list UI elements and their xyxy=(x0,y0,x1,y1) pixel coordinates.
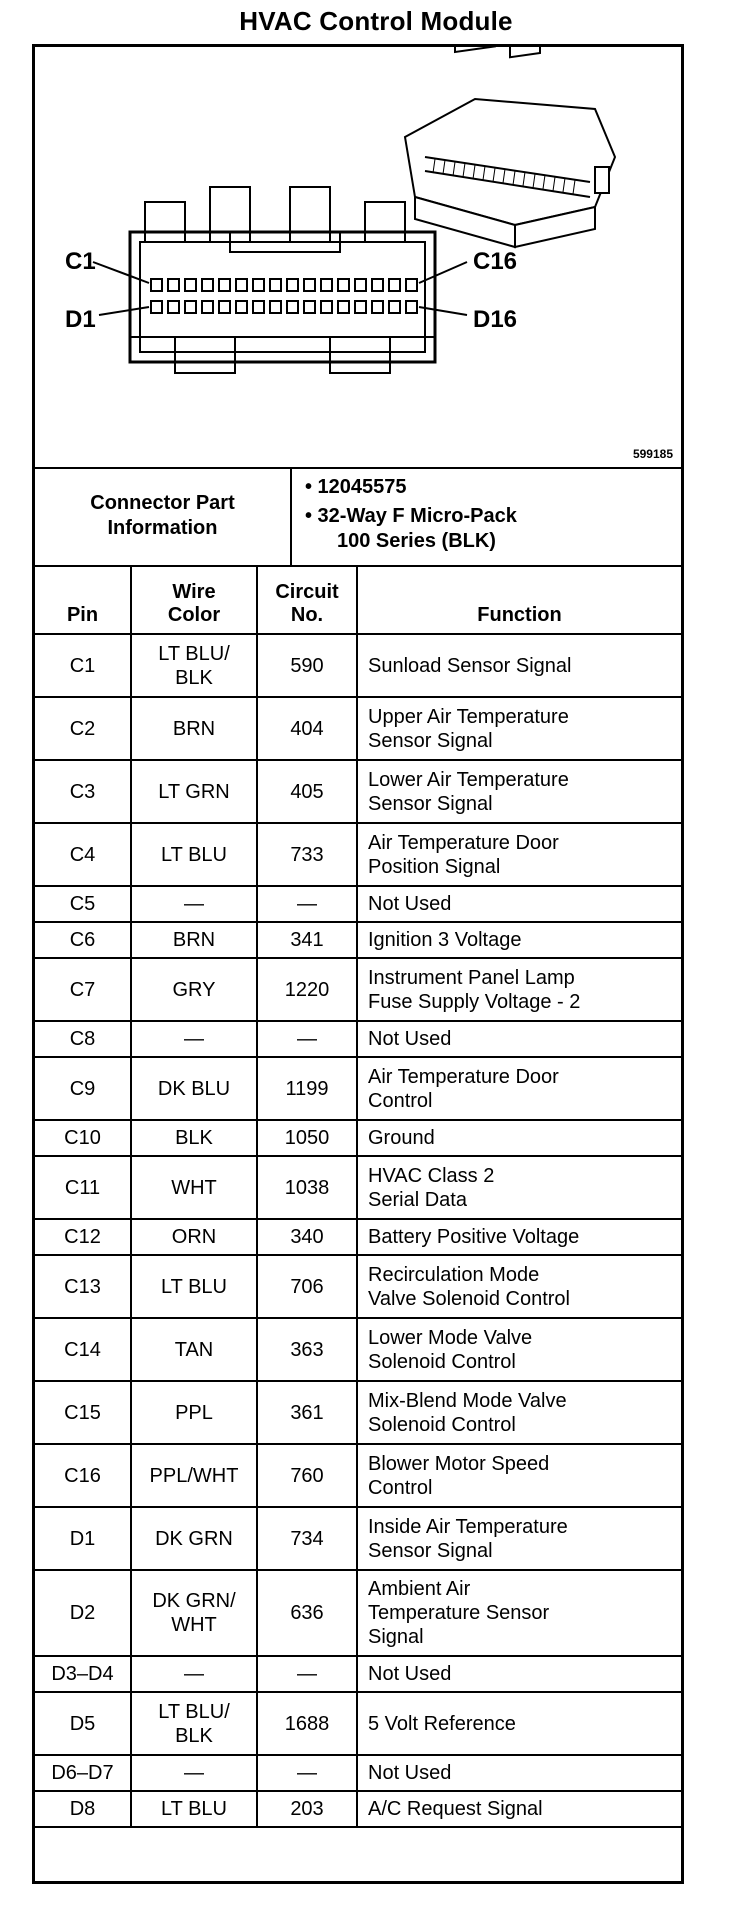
wire-color-cell xyxy=(131,1381,257,1444)
function-cell xyxy=(357,1318,681,1381)
circuit-cell: 203 xyxy=(257,1791,357,1827)
function-line: Ground xyxy=(368,1127,435,1149)
wire-color-cell xyxy=(131,697,257,760)
wire-color-cell xyxy=(131,1255,257,1318)
table-row xyxy=(35,1318,681,1381)
function-cell xyxy=(357,760,681,823)
function-cell xyxy=(357,1255,681,1318)
wire-color-line: BLK xyxy=(175,1127,213,1149)
wire-color-cell xyxy=(131,1057,257,1120)
circuit-cell: — xyxy=(257,1656,357,1692)
circuit-cell: 733 xyxy=(257,823,357,886)
header-circuit-line2: No. xyxy=(290,604,324,626)
connector-label-line1: Connector Part xyxy=(90,492,235,514)
function-line: Not Used xyxy=(368,1663,452,1685)
connector-info-label xyxy=(35,467,292,565)
wire-color-line: BRN xyxy=(172,717,216,740)
circuit-cell: 734 xyxy=(257,1507,357,1570)
table-row xyxy=(35,1507,681,1570)
function-line: Inside Air Temperature xyxy=(368,1515,568,1538)
pinout-frame xyxy=(32,44,684,1884)
header-pin: Pin xyxy=(35,565,131,634)
pin-cell: D3–D4 xyxy=(35,1656,131,1692)
function-line: Sensor Signal xyxy=(368,1539,493,1562)
function-cell xyxy=(357,1755,681,1791)
header-wire-color xyxy=(131,565,257,634)
function-line: Lower Air Temperature xyxy=(368,768,569,791)
function-line: Air Temperature Door xyxy=(368,831,559,854)
table-row xyxy=(35,958,681,1021)
function-line: Sensor Signal xyxy=(368,792,493,815)
function-cell xyxy=(357,634,681,697)
pin-cell: C2 xyxy=(35,697,131,760)
function-line: A/C Request Signal xyxy=(368,1798,543,1820)
label-d16: D16 xyxy=(473,306,518,333)
wire-color-line: — xyxy=(184,1762,204,1784)
circuit-cell: 341 xyxy=(257,922,357,958)
table-row xyxy=(35,1255,681,1318)
function-cell xyxy=(357,1021,681,1057)
wire-color-cell xyxy=(131,823,257,886)
header-circuit-line1: Circuit xyxy=(275,581,339,603)
table-row xyxy=(35,886,681,922)
function-cell xyxy=(357,1219,681,1255)
function-line: Not Used xyxy=(368,1028,452,1050)
circuit-cell: 1050 xyxy=(257,1120,357,1156)
pin-cell: C3 xyxy=(35,760,131,823)
function-line: HVAC Class 2 xyxy=(368,1164,495,1187)
circuit-cell: 1038 xyxy=(257,1156,357,1219)
label-c1: C1 xyxy=(65,248,96,275)
function-line: Control xyxy=(368,1089,433,1112)
wire-color-line: — xyxy=(184,893,204,915)
function-line: Instrument Panel Lamp xyxy=(368,966,575,989)
pin-cell: C5 xyxy=(35,886,131,922)
pin-cell: C11 xyxy=(35,1156,131,1219)
circuit-cell: 340 xyxy=(257,1219,357,1255)
table-row xyxy=(35,1156,681,1219)
function-line: Blower Motor Speed xyxy=(368,1452,550,1475)
figure-id: 599185 xyxy=(632,447,673,461)
function-line: Control xyxy=(368,1476,433,1499)
wire-color-cell xyxy=(131,1156,257,1219)
wire-color-line: LT BLU xyxy=(161,1798,227,1820)
header-function: Function xyxy=(357,565,681,634)
function-line: Solenoid Control xyxy=(368,1413,516,1436)
pin-cell: C7 xyxy=(35,958,131,1021)
wire-color-line: BLK xyxy=(175,1724,213,1747)
wire-color-cell xyxy=(131,1318,257,1381)
function-cell xyxy=(357,1057,681,1120)
pin-cavities xyxy=(151,279,417,313)
function-line: Not Used xyxy=(368,1762,452,1784)
circuit-cell: 590 xyxy=(257,634,357,697)
wire-color-line: PPL xyxy=(175,1401,213,1424)
table-row xyxy=(35,1791,681,1827)
connector-description-line2: 100 Series (BLK) xyxy=(337,530,496,552)
function-line: Signal xyxy=(368,1626,424,1648)
circuit-cell: 1220 xyxy=(257,958,357,1021)
wire-color-cell xyxy=(131,886,257,922)
function-line: Not Used xyxy=(368,893,452,915)
pin-cell: D8 xyxy=(35,1791,131,1827)
function-cell xyxy=(357,1507,681,1570)
function-line: Upper Air Temperature xyxy=(368,705,569,728)
wire-color-line: ORN xyxy=(171,1226,217,1248)
connector-info-values xyxy=(305,475,517,558)
wire-color-cell xyxy=(131,1656,257,1692)
function-line: Serial Data xyxy=(368,1188,467,1211)
pin-cell: D6–D7 xyxy=(35,1755,131,1791)
circuit-cell: 1199 xyxy=(257,1057,357,1120)
pinout-table-body xyxy=(35,634,681,1827)
wire-color-cell xyxy=(131,1120,257,1156)
circuit-cell: 363 xyxy=(257,1318,357,1381)
wire-color-line: LT BLU/ xyxy=(158,642,230,665)
pin-cell: C1 xyxy=(35,634,131,697)
wire-color-cell xyxy=(131,760,257,823)
pin-cell: C13 xyxy=(35,1255,131,1318)
wire-color-cell xyxy=(131,958,257,1021)
table-row xyxy=(35,1692,681,1755)
table-row xyxy=(35,1656,681,1692)
function-cell xyxy=(357,1381,681,1444)
wire-color-line: LT BLU/ xyxy=(158,1700,230,1723)
wire-color-cell xyxy=(131,1570,257,1656)
function-line: Recirculation Mode xyxy=(368,1263,540,1286)
table-row xyxy=(35,697,681,760)
header-wire-color-line1: Wire xyxy=(172,581,216,603)
circuit-cell: 1688 xyxy=(257,1692,357,1755)
pin-cell: C6 xyxy=(35,922,131,958)
circuit-cell: 636 xyxy=(257,1570,357,1656)
header-circuit xyxy=(257,565,357,634)
wire-color-line: DK GRN/ xyxy=(152,1590,236,1612)
wire-color-cell xyxy=(131,1219,257,1255)
table-row xyxy=(35,1057,681,1120)
table-row xyxy=(35,1219,681,1255)
wire-color-line: DK GRN xyxy=(155,1527,233,1550)
table-row xyxy=(35,760,681,823)
circuit-cell: — xyxy=(257,1021,357,1057)
function-cell xyxy=(357,1656,681,1692)
function-cell xyxy=(357,823,681,886)
circuit-cell: 404 xyxy=(257,697,357,760)
circuit-cell: 706 xyxy=(257,1255,357,1318)
pin-cell: C16 xyxy=(35,1444,131,1507)
connector-3d-view xyxy=(405,47,615,247)
wire-color-line: — xyxy=(184,1028,204,1050)
wire-color-line: TAN xyxy=(174,1338,214,1361)
wire-color-line: GRY xyxy=(172,978,216,1001)
function-cell xyxy=(357,697,681,760)
function-line: Air Temperature Door xyxy=(368,1065,559,1088)
connector-drawing xyxy=(35,47,681,467)
wire-color-line: LT BLU xyxy=(161,1275,227,1298)
label-d1: D1 xyxy=(65,306,96,333)
function-line: Battery Positive Voltage xyxy=(368,1226,580,1248)
table-row xyxy=(35,1444,681,1507)
function-line: Solenoid Control xyxy=(368,1350,516,1373)
pin-cell: C10 xyxy=(35,1120,131,1156)
wire-color-line: BLK xyxy=(175,666,213,689)
table-row xyxy=(35,1381,681,1444)
pin-cell: C14 xyxy=(35,1318,131,1381)
pin-cell: C15 xyxy=(35,1381,131,1444)
function-cell xyxy=(357,1444,681,1507)
connector-description xyxy=(305,504,517,554)
table-row xyxy=(35,922,681,958)
wire-color-cell xyxy=(131,1692,257,1755)
circuit-cell: 760 xyxy=(257,1444,357,1507)
wire-color-line: WHT xyxy=(171,1176,217,1199)
wire-color-line: LT GRN xyxy=(158,780,230,803)
wire-color-line: BRN xyxy=(172,929,216,951)
part-number: • 12045575 xyxy=(305,476,407,498)
function-line: Lower Mode Valve xyxy=(368,1326,533,1349)
function-cell xyxy=(357,1570,681,1656)
pinout-table xyxy=(35,565,681,1828)
function-line: Mix-Blend Mode Valve xyxy=(368,1389,567,1412)
table-row xyxy=(35,634,681,697)
label-c16: C16 xyxy=(473,248,518,275)
connector-info xyxy=(35,467,681,567)
pin-cell: C4 xyxy=(35,823,131,886)
table-row xyxy=(35,1755,681,1791)
circuit-cell: 405 xyxy=(257,760,357,823)
function-line: Fuse Supply Voltage - 2 xyxy=(368,990,581,1013)
page-title: HVAC Control Module xyxy=(239,6,513,36)
function-cell xyxy=(357,922,681,958)
function-cell xyxy=(357,1120,681,1156)
table-row xyxy=(35,1021,681,1057)
function-cell xyxy=(357,1791,681,1827)
function-cell xyxy=(357,1156,681,1219)
function-line: Ignition 3 Voltage xyxy=(368,929,522,951)
pin-cell: D1 xyxy=(35,1507,131,1570)
function-cell xyxy=(357,958,681,1021)
wire-color-cell xyxy=(131,1021,257,1057)
function-line: Ambient Air xyxy=(368,1578,471,1600)
wire-color-cell xyxy=(131,634,257,697)
wire-color-line: DK BLU xyxy=(157,1077,231,1100)
wire-color-line: WHT xyxy=(171,1614,217,1636)
circuit-cell: — xyxy=(257,886,357,922)
wire-color-cell xyxy=(131,1791,257,1827)
function-cell xyxy=(357,1692,681,1755)
pin-cell: C8 xyxy=(35,1021,131,1057)
wire-color-cell xyxy=(131,1444,257,1507)
pin-cell: D2 xyxy=(35,1570,131,1656)
wire-color-line: — xyxy=(184,1663,204,1685)
table-header-row xyxy=(35,565,681,634)
function-cell xyxy=(357,886,681,922)
table-row xyxy=(35,823,681,886)
pin-cell: C9 xyxy=(35,1057,131,1120)
wire-color-cell xyxy=(131,1507,257,1570)
function-line: Valve Solenoid Control xyxy=(368,1287,570,1310)
circuit-cell: 361 xyxy=(257,1381,357,1444)
function-line: Sunload Sensor Signal xyxy=(368,654,572,677)
wire-color-line: PPL/WHT xyxy=(149,1464,239,1487)
function-line: Position Signal xyxy=(368,855,501,878)
circuit-cell: — xyxy=(257,1755,357,1791)
wire-color-line: LT BLU xyxy=(161,843,227,866)
table-row xyxy=(35,1570,681,1656)
wire-color-cell xyxy=(131,922,257,958)
header-wire-color-line2: Color xyxy=(167,604,221,626)
connector-label-line2: Information xyxy=(107,517,218,539)
connector-figure xyxy=(35,47,681,469)
table-row xyxy=(35,1120,681,1156)
function-line: 5 Volt Reference xyxy=(368,1712,516,1735)
pin-cell: C12 xyxy=(35,1219,131,1255)
wire-color-cell xyxy=(131,1755,257,1791)
function-line: Sensor Signal xyxy=(368,729,493,752)
function-line: Temperature Sensor xyxy=(368,1602,550,1624)
connector-description-line1: • 32-Way F Micro-Pack xyxy=(305,505,517,527)
pin-cell: D5 xyxy=(35,1692,131,1755)
